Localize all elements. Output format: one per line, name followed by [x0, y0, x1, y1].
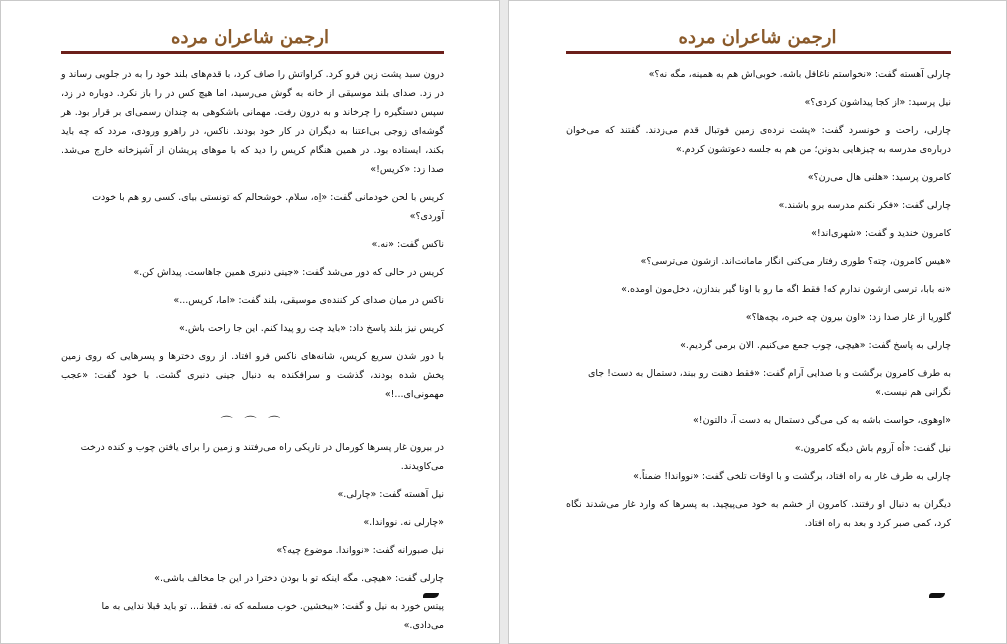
paragraph: چارلی آهسته گفت: «نخواستم ناغافل باشه. خوبی‌اش هم به همینه، مگه نه؟» [648, 69, 951, 80]
paragraph: «اوهوی، حواست باشه به کی می‌گی دستمال به دست آ، دالتون!» [692, 415, 951, 426]
paragraph: نیل گفت: «اُه آروم باش دیگه کامرون.» [794, 443, 951, 454]
paragraph: کامرون خندید و گفت: «شهری‌اند!» [811, 228, 951, 239]
paragraph: چارلی، راحت و خونسرد گفت: «پشت نرده‌ی زمین فوتبال قدم می‌زدند. گفتند که می‌خوان درباره‌ی مدرسه به چیزهایی بدونن؛ من هم به جلسه دعوتشون کردم.» [566, 125, 951, 155]
page-end-mark-icon [423, 593, 439, 598]
paragraph: درون سبد پشت زین فرو کرد. کراواتش را صاف کرد، با قدم‌های بلند خود را به در جلویی رساند و در زد. صدای بلند موسیقی از خانه به گوش می‌رسید، اما هیچ کس در را باز نکرد. دوباره در زد، سپس دستگیره را چرخاند و به درون رفت. مهمانی باشکوهی به چندان رسمی‌ای بر قرار بود. هر گوشه‌ای زوجی بی‌اعتنا به دیگران در کار خود بودند. ناکس، در راهرو ورودی، مردد که چه باید بکند، ایستاده بود. در همین هنگام کریس را دید که با موهای پریشان از آشپزخانه خارج می‌شد. صدا زد: «کریس!» [61, 69, 444, 175]
paragraph: چارلی گفت: «فکر نکنم مدرسه برو باشند.» [778, 200, 951, 211]
paragraph: «هیس کامرون، چته؟ طوری رفتار می‌کنی انگار مامانت‌اند. ازشون می‌ترسی؟» [640, 256, 951, 267]
paragraph: پیتس خورد به نیل و گفت: «ببخشین. خوب مسلمه که نه. فقط... تو باید قبلا ندایی به ما می‌دادی.» [101, 601, 444, 631]
paragraph: چارلی به پاسخ گفت: «هیچی، چوب جمع می‌کنیم. الان برمی گردیم.» [680, 340, 951, 351]
paragraph: به طرف کامرون برگشت و با صدایی آرام گفت: «فقط دهنت رو ببند، دستمال به دست! جای نگرانی هم نیست.» [587, 368, 951, 398]
page-body [61, 65, 444, 644]
header-rule [61, 51, 444, 54]
paragraph: چارلی گفت: «هیچی. مگه اینکه تو با بودن دخترا در این جا مخالف باشی.» [154, 573, 444, 584]
paragraph: نیل پرسید: «از کجا پیداشون کردی؟» [804, 97, 951, 108]
paragraph: نیل صبورانه گفت: «نوواندا. موضوع چیه؟» [276, 545, 444, 556]
paragraph: چارلی به طرف غار به راه افتاد، برگشت و با اوقات تلخی گفت: «نوواندا! ضمناً.» [633, 471, 951, 482]
section-separator-icon: ⌒ ⌒ ⌒ [220, 415, 285, 429]
paragraph: کامرون پرسید: «هلنی هال می‌رن؟» [807, 172, 951, 183]
document-page-right [508, 0, 1007, 644]
paragraph: کریس با لحن خودمانی گفت: «اِه، سلام. خوشحالم که تونستی بیای. کسی رو هم با خودت آوردی؟» [92, 192, 444, 222]
page-header-title: ارجمن شاعران مرده [678, 27, 837, 48]
paragraph: گلوریا از غار صدا زد: «اون بیرون چه خبره، بچه‌ها؟» [745, 312, 951, 323]
paragraph: «چارلی نه. نوواندا.» [363, 517, 444, 528]
paragraph: نیل آهسته گفت: «چارلی.» [337, 489, 444, 500]
paragraph: با دور شدن سریع کریس، شانه‌های ناکس فرو افتاد. از روی دخترها و پسرهایی که روی زمین پخش شده بودند، گذشت و سرافکنده به دنبال جینی دنبری گشت. با خود گفت: «عجب مهمونی‌ای...!» [61, 351, 444, 400]
paragraph: کریس نیز بلند پاسخ داد: «باید چت رو پیدا کنم. این جا راحت باش.» [178, 323, 444, 334]
paragraph: دیگران به دنبال او رفتند. کامرون از خشم به خود می‌پیچید. به پسرها که وارد غار می‌شدند نگاه کرد، کمی صبر کرد و بعد به راه افتاد. [566, 499, 951, 529]
paragraph: در بیرون غار پسرها کورمال در تاریکی راه می‌رفتند و زمین را برای یافتن چوب و کنده درخت می‌کاویدند. [80, 442, 444, 472]
paragraph: «نه بابا، ترسی ازشون ندارم که! فقط اگه ما رو با اونا گیر بندازن، دخل‌مون اومده.» [621, 284, 951, 295]
header-rule [566, 51, 951, 54]
page-header-title: ارجمن شاعران مرده [171, 27, 329, 48]
page-end-mark-icon [929, 593, 945, 598]
document-page-left [0, 0, 500, 644]
paragraph: ناکس در میان صدای کر کننده‌ی موسیقی، بلند گفت: «اما، کریس...» [173, 295, 444, 306]
page-body [566, 65, 951, 542]
paragraph: کریس در حالی که دور می‌شد گفت: «جینی دنبری همین جاهاست. پیداش کن.» [133, 267, 444, 278]
paragraph: ناکس گفت: «نه.» [371, 239, 444, 250]
